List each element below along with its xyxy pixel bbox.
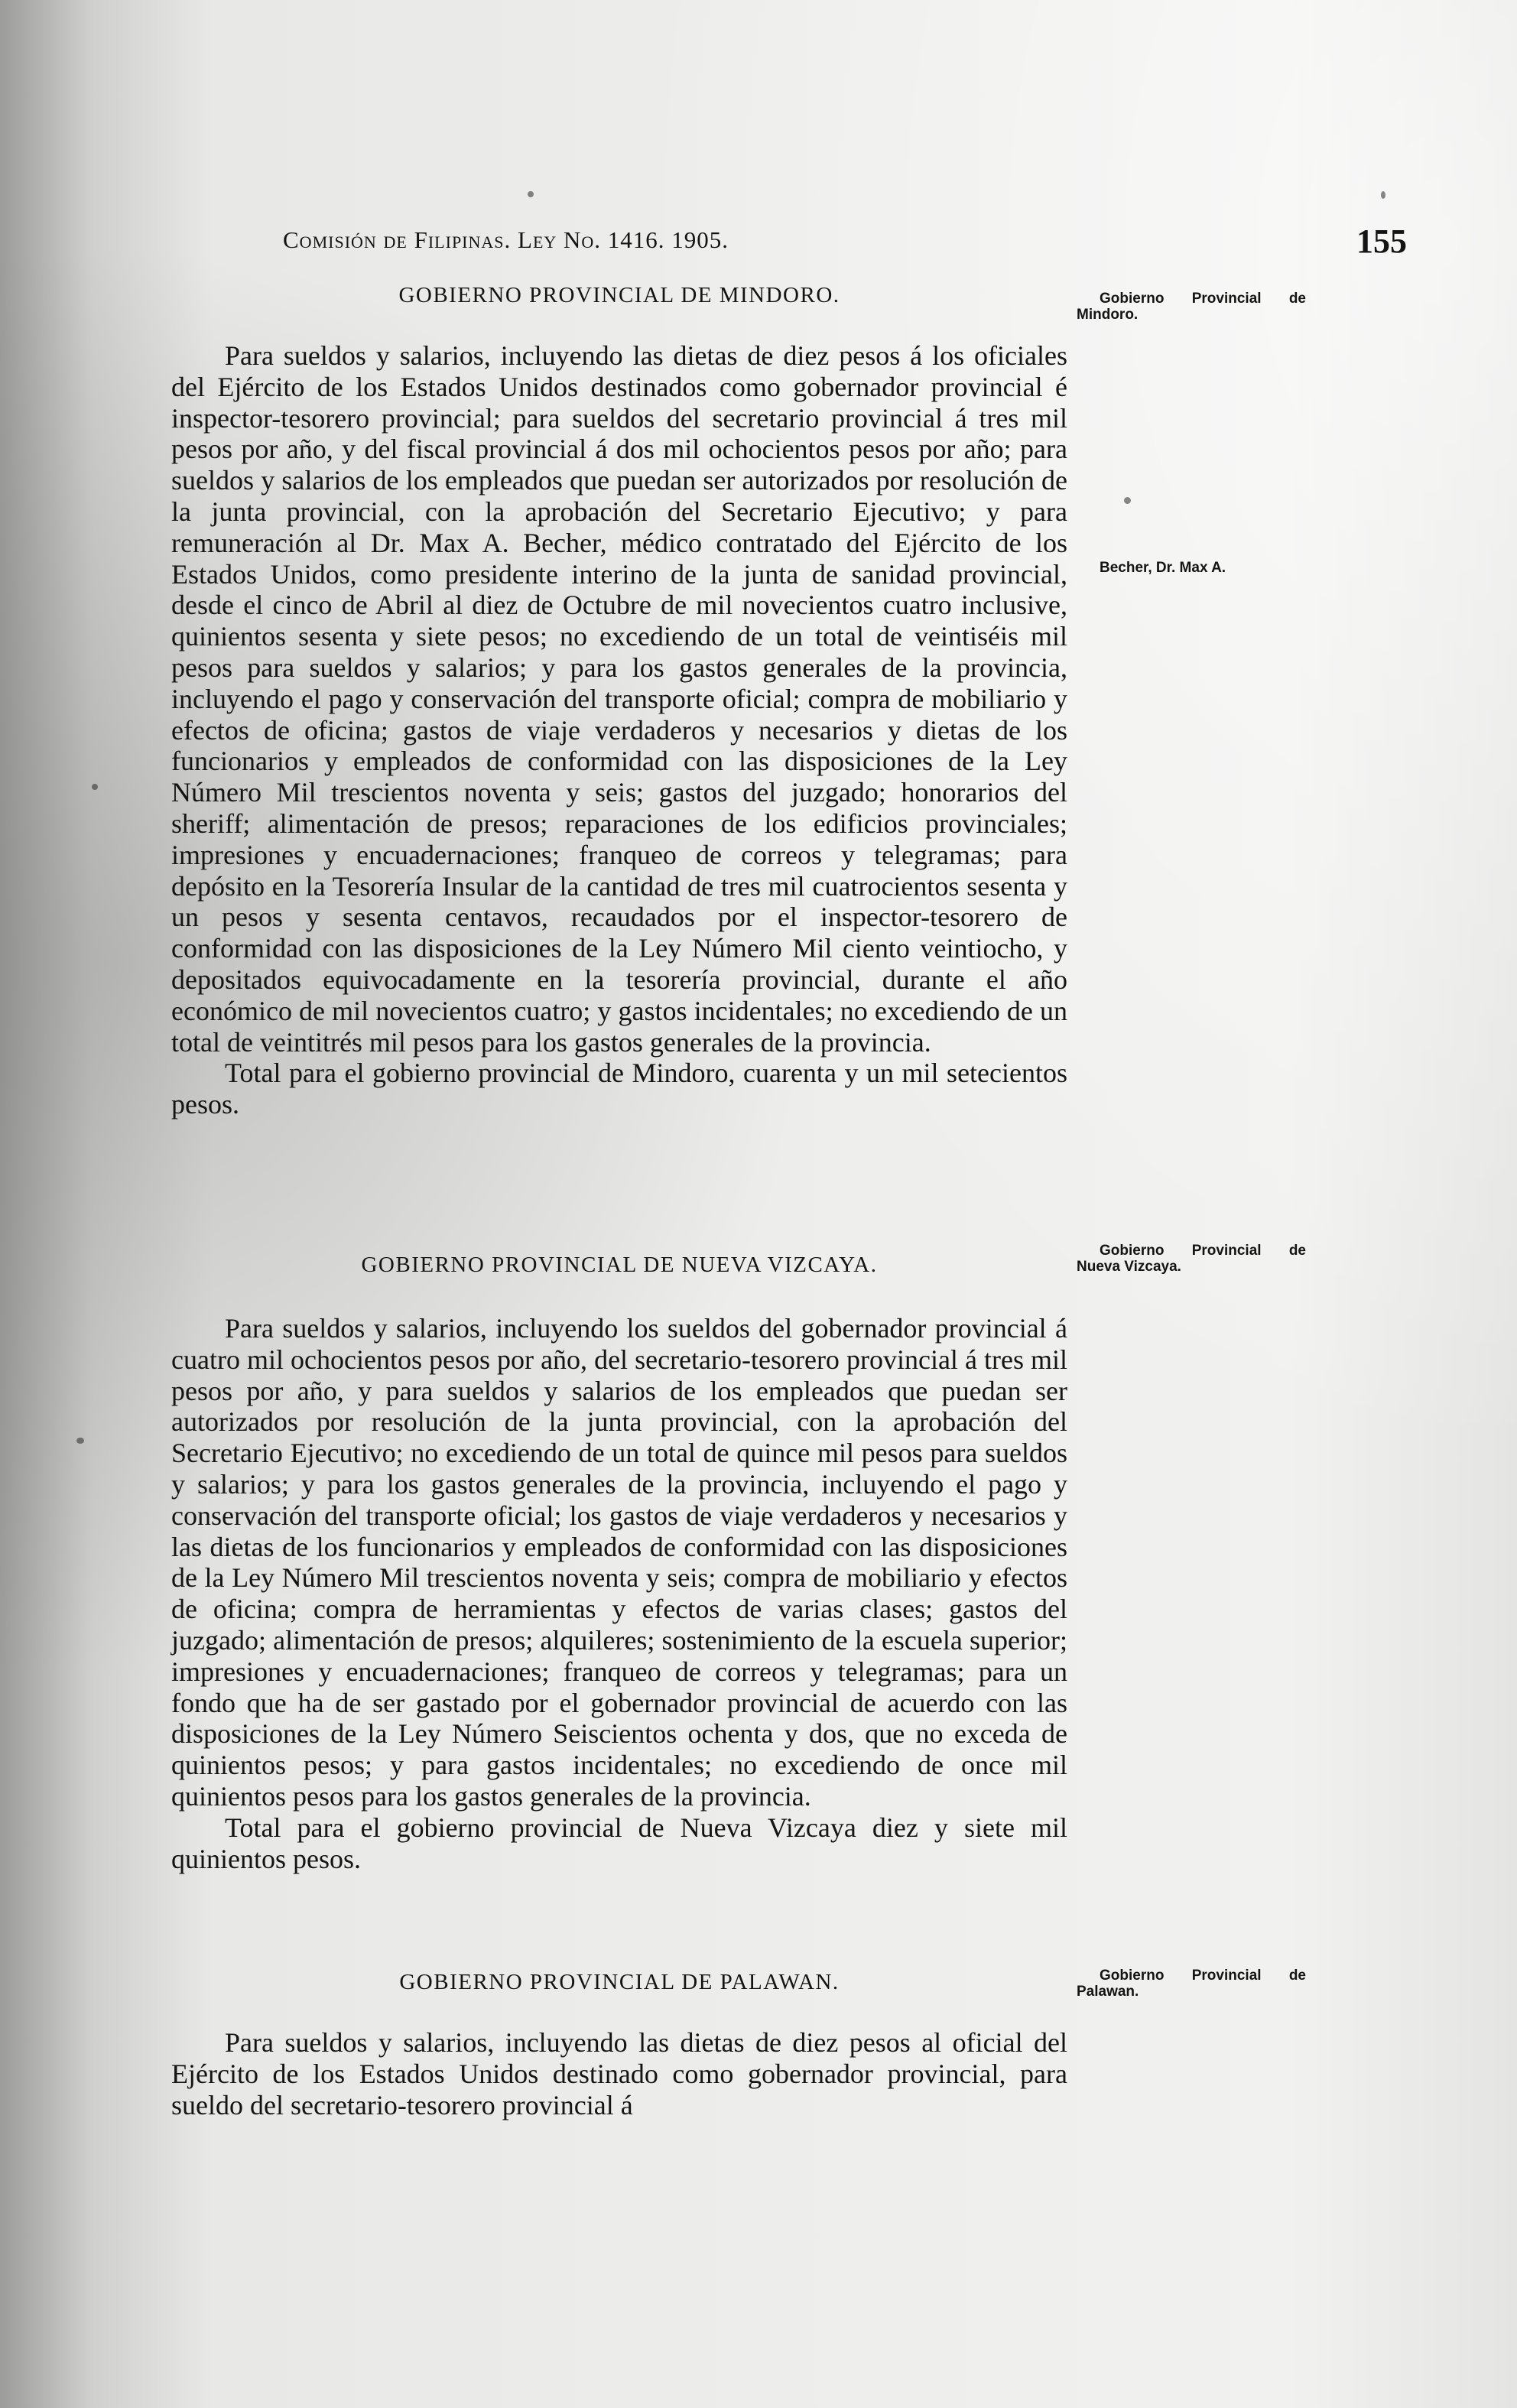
scan-speck <box>92 784 98 790</box>
section-mindoro <box>171 284 1067 1120</box>
running-title: Comisión de Filipinas. Ley No. 1416. 1905. <box>283 226 729 253</box>
section-heading: GOBIERNO PROVINCIAL DE MINDORO. <box>398 283 840 307</box>
scan-speck <box>76 1438 84 1444</box>
section-heading: GOBIERNO PROVINCIAL DE NUEVA VIZCAYA. <box>361 1253 878 1277</box>
section-heading: GOBIERNO PROVINCIAL DE PALAWAN. <box>399 1970 840 1994</box>
section-paragraph: Para sueldos y salarios, incluyendo las dietas de diez pesos al oficial del Ejército de los Estados Unidos destinado como gobernador provincial, para sueldo del secretario-tesorero provincial á <box>171 2027 1067 2120</box>
margin-note-nueva-vizcaya: Gobierno Provincial de Nueva Vizcaya. <box>1077 1243 1306 1275</box>
scan-speck <box>528 191 534 197</box>
section-total: Total para el gobierno provincial de Nueva Vizcaya diez y siete mil quinientos pesos. <box>171 1812 1067 1874</box>
margin-note-palawan: Gobierno Provincial de Palawan. <box>1077 1968 1306 2000</box>
section-paragraph: Para sueldos y salarios, incluyendo los sueldos del gobernador provincial á cuatro mil ochocientos pesos por año, del secretario-tesorero provincial á tres mil pesos por año, y para sueldos y salarios de los empleados que puedan ser autorizados por resolución de la junta provincial, con la aprobación del Secretario Ejecutivo; no excediendo de un total de quince mil pesos para sueldos y salarios; y para los gastos generales de la provincia, incluyendo el pago y conservación del transporte oficial; los gastos de viaje verdaderos y necesarios y las dietas de los funcionarios y empleados de conformidad con las disposiciones de la Ley Número Mil trescientos noventa y seis; compra de mobiliario y efectos de oficina; compra de herramientas y efectos de varias clases; gastos del juzgado; alimentación de presos; alquileres; sostenimiento de la escuela superior; impresiones y encuadernaciones; franqueo de correos y telegramas; para un fondo que ha de ser gastado por el gobernador provincial de acuerdo con las disposiciones de la Ley Número Seiscientos ochenta y dos, que no exceda de quinientos pesos; y para gastos incidentales; no excediendo de once mil quinientos pesos para los gastos generales de la provincia. <box>171 1313 1067 1812</box>
running-header <box>283 222 1407 268</box>
scan-speck <box>1381 191 1385 199</box>
section-total: Total para el gobierno provincial de Mindoro, cuarenta y un mil setecientos pesos. <box>171 1058 1067 1120</box>
scan-speck <box>1124 497 1131 504</box>
margin-note-mindoro: Gobierno Provincial de Mindoro. <box>1077 291 1306 323</box>
section-palawan <box>171 1971 1067 2120</box>
margin-note-becher: Becher, Dr. Max A. <box>1100 560 1226 576</box>
section-paragraph: Para sueldos y salarios, incluyendo las dietas de diez pesos á los oficiales del Ejército de los Estados Unidos destinados como gobernador provincial é inspector-tesorero provincial; para sueldos del secretario provincial á tres mil pesos por año, y del fiscal provincial á dos mil ochocientos pesos por año; para sueldos y salarios de los empleados que puedan ser autorizados por resolución de la junta provincial, con la aprobación del Secretario Ejecutivo; y para remuneración al Dr. Max A. Becher, médico contratado del Ejército de los Estados Unidos, como presidente interino de la junta de sanidad provincial, desde el cinco de Abril al diez de Octubre de mil novecientos cuatro inclusive, quinientos sesenta y siete pesos; no excediendo de un total de veintiséis mil pesos para sueldos y salarios; y para los gastos generales de la provincia, incluyendo el pago y conservación del transporte oficial; compra de mobiliario y efectos de oficina; gastos de viaje verdaderos y necesarios y dietas de los funcionarios y empleados de conformidad con las disposiciones de la Ley Número Mil trescientos noventa y seis; gastos del juzgado; honorarios del sheriff; alimentación de presos; reparaciones de los edificios provinciales; impresiones y encuadernaciones; franqueo de correos y telegramas; para depósito en la Tesorería Insular de la cantidad de tres mil cuatrocientos sesenta y un pesos y sesenta centavos, recaudados por el inspector-tesorero de conformidad con las disposiciones de la Ley Número Mil ciento veintiocho, y depositados equivocadamente en la tesorería provincial, durante el año económico de mil novecientos cuatro; y gastos incidentales; no excediendo de un total de veintitrés mil pesos para los gastos generales de la provincia. <box>171 340 1067 1058</box>
page-number: 155 <box>1356 223 1407 260</box>
section-nueva-vizcaya <box>171 1254 1067 1874</box>
